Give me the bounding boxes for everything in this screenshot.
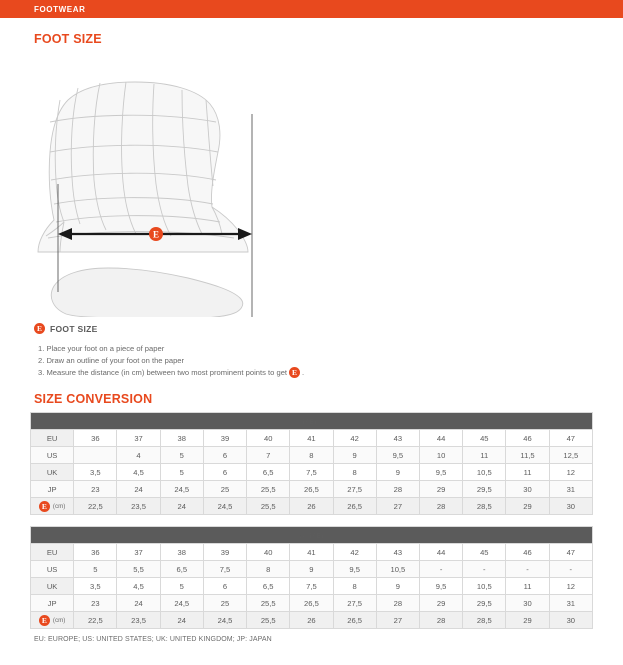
table-cell: 24,5	[203, 612, 246, 629]
row-label: JP	[31, 595, 74, 612]
topbar-title: FOOTWEAR	[34, 4, 86, 14]
table-row	[31, 430, 593, 447]
table-cell: 6,5	[247, 578, 290, 595]
table-footnote: EU: EUROPE; US: UNITED STATES; UK: UNITED KINGDOM; JP: JAPAN	[34, 636, 272, 644]
table-cell: 11,5	[506, 447, 549, 464]
table-cell: 9,5	[333, 561, 376, 578]
table-cell: 29	[419, 481, 462, 498]
table-cell: 12	[549, 578, 592, 595]
row-label: US	[31, 561, 74, 578]
table-cell: 4,5	[117, 464, 160, 481]
table-cell: 36	[74, 544, 117, 561]
table-cell: 27,5	[333, 595, 376, 612]
table-cell: 7,5	[203, 561, 246, 578]
table-cell: 9	[376, 464, 419, 481]
table-cell: 3,5	[74, 578, 117, 595]
table-cell: 29	[419, 595, 462, 612]
table-cell: 5,5	[117, 561, 160, 578]
foot-size-legend	[34, 323, 593, 334]
table-cell: 23,5	[117, 498, 160, 515]
table-cell: 5	[160, 464, 203, 481]
table-cell: 30	[549, 498, 592, 515]
table-cell: 4,5	[117, 578, 160, 595]
table-cell: 29	[506, 612, 549, 629]
table-cell: 27,5	[333, 481, 376, 498]
table-cell: 10,5	[376, 561, 419, 578]
table-cell: -	[419, 561, 462, 578]
size-conversion-table-women	[30, 526, 593, 629]
table-cell: 12,5	[549, 447, 592, 464]
instruction-text: 1. Place your foot on a piece of paper	[38, 344, 165, 353]
foot-diagram	[30, 52, 593, 317]
row-label: JP	[31, 481, 74, 498]
table-cell: 11	[463, 447, 506, 464]
table-cell: 4	[117, 447, 160, 464]
table-cell: 25,5	[247, 481, 290, 498]
instruction-item	[38, 367, 593, 379]
table-cell: 22,5	[74, 612, 117, 629]
table-cell: 25,5	[247, 612, 290, 629]
table-cell: 42	[333, 544, 376, 561]
table-cell: 29,5	[463, 481, 506, 498]
table-cell: 24	[160, 498, 203, 515]
table-cell: 30	[506, 481, 549, 498]
instruction-text: 3. Measure the distance (in cm) between two most prominent points to get	[38, 367, 288, 377]
row-label: UK	[31, 578, 74, 595]
measure-badge-icon: E	[34, 323, 45, 334]
table-cell: 46	[506, 544, 549, 561]
row-label	[31, 498, 74, 515]
table-cell: 23,5	[117, 612, 160, 629]
table-row	[31, 481, 593, 498]
table-cell: 28	[419, 612, 462, 629]
table-cell: 26,5	[333, 612, 376, 629]
table-spacer	[30, 515, 593, 526]
table-cell: 36	[74, 430, 117, 447]
table-cell: 47	[549, 430, 592, 447]
cm-label-group	[31, 615, 73, 626]
table-cell: 28,5	[463, 612, 506, 629]
topbar	[0, 0, 623, 18]
table-cell: 9,5	[376, 447, 419, 464]
table-cell: 24,5	[160, 481, 203, 498]
table-cell: 46	[506, 430, 549, 447]
table-cell: 43	[376, 430, 419, 447]
gender-header-row	[31, 527, 593, 544]
table-cell: 24	[117, 481, 160, 498]
table-cell: 11	[506, 464, 549, 481]
table-cell: 41	[290, 430, 333, 447]
table-cell: 3,5	[74, 464, 117, 481]
table-cell: -	[549, 561, 592, 578]
table-cell: 44	[419, 430, 462, 447]
table-cell: 24,5	[203, 498, 246, 515]
table-cell: 45	[463, 544, 506, 561]
table-cell: 29,5	[463, 595, 506, 612]
table-row	[31, 447, 593, 464]
table-cell: 8	[247, 561, 290, 578]
measure-badge-icon: E	[39, 501, 50, 512]
table-cell: 6,5	[247, 464, 290, 481]
table-cell: 5	[160, 447, 203, 464]
foot-size-heading: FOOT SIZE	[34, 32, 102, 46]
table-cell: 28,5	[463, 498, 506, 515]
table-cell: -	[463, 561, 506, 578]
gender-label: MEN	[31, 413, 593, 430]
legend-label: FOOT SIZE	[50, 323, 98, 334]
table-cell: 31	[549, 481, 592, 498]
table-cell: 27	[376, 498, 419, 515]
table-cell: 8	[333, 464, 376, 481]
table-cell: 25	[203, 595, 246, 612]
table-cell: 28	[376, 595, 419, 612]
table-row	[31, 561, 593, 578]
table-cell: 9,5	[419, 578, 462, 595]
table-cell: 7,5	[290, 464, 333, 481]
table-row	[31, 612, 593, 629]
table-cell: 6	[203, 578, 246, 595]
table-cell: 26,5	[290, 481, 333, 498]
table-cell: 24	[160, 612, 203, 629]
table-cell: 38	[160, 430, 203, 447]
table-cell: 9	[290, 561, 333, 578]
table-cell: 44	[419, 544, 462, 561]
table-cell: 10	[419, 447, 462, 464]
measure-badge-icon: E	[289, 367, 300, 378]
table-cell: 40	[247, 430, 290, 447]
table-cell: 24,5	[160, 595, 203, 612]
table-cell: 40	[247, 544, 290, 561]
table-cell: -	[506, 561, 549, 578]
table-cell: 24	[117, 595, 160, 612]
table-cell: 6	[203, 447, 246, 464]
table-cell: 9,5	[419, 464, 462, 481]
table-cell: 22,5	[74, 498, 117, 515]
instruction-item	[38, 355, 593, 367]
table-cell: 37	[117, 544, 160, 561]
instruction-item	[38, 343, 593, 355]
cm-unit-label: (cm)	[52, 616, 66, 624]
table-cell: 31	[549, 595, 592, 612]
table-cell: 10,5	[463, 464, 506, 481]
table-cell: 7	[247, 447, 290, 464]
table-cell	[74, 447, 117, 464]
content-area	[0, 32, 623, 643]
table-row	[31, 595, 593, 612]
gender-label: WOMEN	[31, 527, 593, 544]
cm-unit-label: (cm)	[52, 502, 66, 510]
table-cell: 30	[549, 612, 592, 629]
table-cell: 37	[117, 430, 160, 447]
table-row	[31, 578, 593, 595]
table-row	[31, 464, 593, 481]
table-cell: 39	[203, 544, 246, 561]
table-cell: 5	[74, 561, 117, 578]
table-cell: 26	[290, 612, 333, 629]
table-cell: 11	[506, 578, 549, 595]
size-conversion-table-men	[30, 412, 593, 515]
size-tables-host	[30, 412, 593, 629]
gender-header-row	[31, 413, 593, 430]
table-cell: 9	[333, 447, 376, 464]
table-cell: 28	[419, 498, 462, 515]
table-cell: 26,5	[333, 498, 376, 515]
cm-label-group	[31, 501, 73, 512]
table-cell: 39	[203, 430, 246, 447]
table-cell: 6	[203, 464, 246, 481]
svg-text:E: E	[152, 229, 160, 240]
row-label: EU	[31, 544, 74, 561]
table-cell: 27	[376, 612, 419, 629]
table-cell: 7,5	[290, 578, 333, 595]
table-cell: 8	[333, 578, 376, 595]
row-label: UK	[31, 464, 74, 481]
table-cell: 43	[376, 544, 419, 561]
table-cell: 41	[290, 544, 333, 561]
table-cell: 45	[463, 430, 506, 447]
instructions-list	[38, 343, 593, 378]
table-cell: 29	[506, 498, 549, 515]
table-cell: 38	[160, 544, 203, 561]
table-cell: 25	[203, 481, 246, 498]
table-cell: 12	[549, 464, 592, 481]
table-row	[31, 498, 593, 515]
measure-badge-icon: E	[39, 615, 50, 626]
table-cell: 42	[333, 430, 376, 447]
instruction-text: 2. Draw an outline of your foot on the paper	[38, 355, 185, 365]
row-label: US	[31, 447, 74, 464]
table-cell: 30	[506, 595, 549, 612]
size-conversion-heading: SIZE CONVERSION	[34, 392, 153, 407]
table-cell: 8	[290, 447, 333, 464]
table-cell: 5	[160, 578, 203, 595]
table-cell: 28	[376, 481, 419, 498]
table-cell: 25,5	[247, 595, 290, 612]
row-label	[31, 612, 74, 629]
table-cell: 10,5	[463, 578, 506, 595]
instruction-text-tail: .	[302, 367, 305, 377]
table-cell: 25,5	[247, 498, 290, 515]
table-cell: 23	[74, 481, 117, 498]
row-label: EU	[31, 430, 74, 447]
table-row	[31, 544, 593, 561]
table-cell: 9	[376, 578, 419, 595]
table-cell: 26,5	[290, 595, 333, 612]
table-cell: 6,5	[160, 561, 203, 578]
table-cell: 23	[74, 595, 117, 612]
table-cell: 26	[290, 498, 333, 515]
table-cell: 47	[549, 544, 592, 561]
